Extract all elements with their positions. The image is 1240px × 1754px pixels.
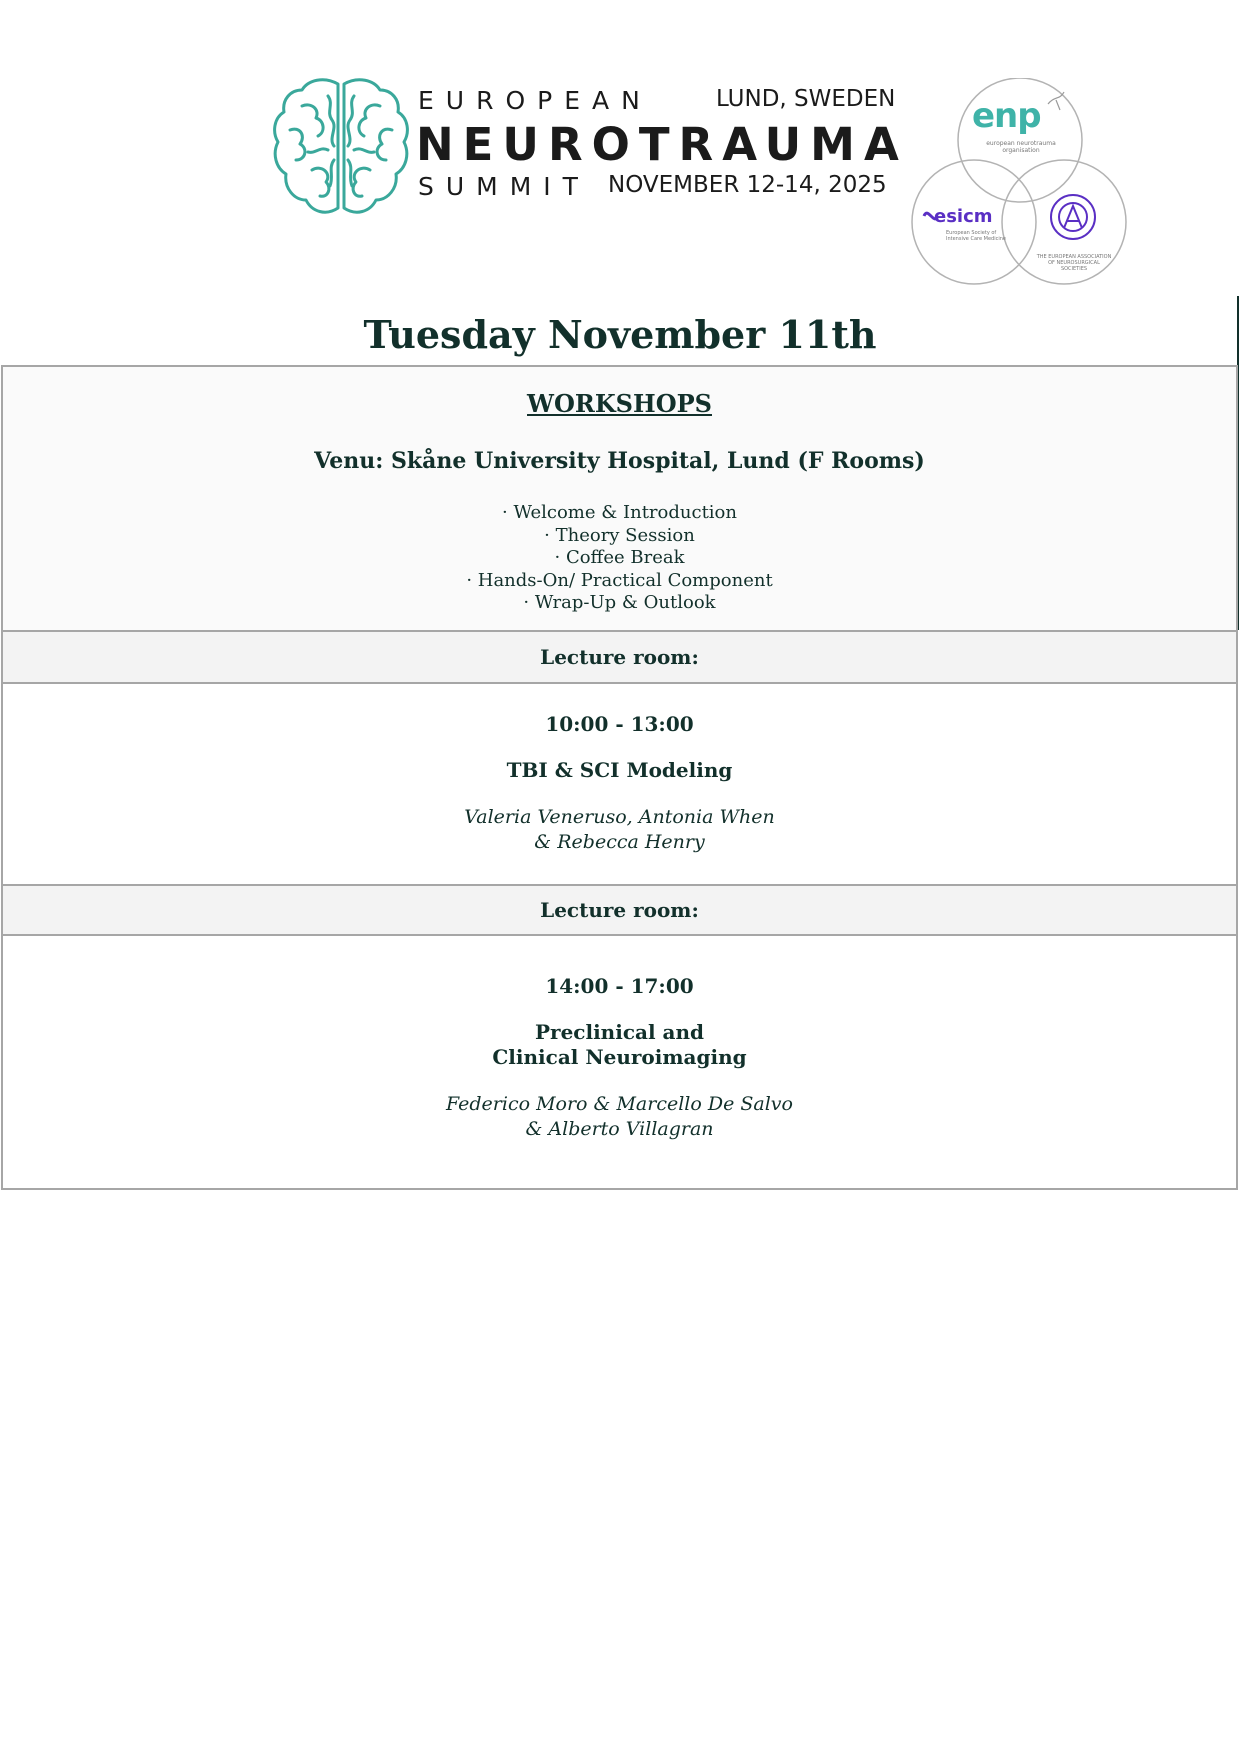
session-time: 10:00 - 13:00 [545,712,694,736]
workshops-venue: Venu: Skåne University Hospital, Lund (F Rooms) [314,448,925,474]
agenda-item: · Wrap-Up & Outlook [523,592,716,613]
brain-logo-icon [272,76,410,222]
speaker-line: & Rebecca Henry [534,831,705,853]
workshops-panel [1,365,1238,632]
day-title: Tuesday November 11th [363,312,877,357]
esicm-logo-text: esicm [934,206,993,227]
summit-title-neurotrauma: NEUROTRAUMA [416,118,908,171]
session-time: 14:00 - 17:00 [545,974,694,998]
summit-location: LUND, SWEDEN [716,86,896,112]
session-card [1,682,1238,887]
session-title [3,1020,1236,1070]
session-room-bar: Lecture room: [1,630,1238,684]
agenda-item: · Coffee Break [554,547,685,568]
speaker-line: & Alberto Villagran [525,1118,714,1140]
speaker-line: Federico Moro & Marcello De Salvo [446,1093,793,1115]
session-speakers [3,805,1236,855]
session-card [1,934,1238,1190]
speaker-line: Valeria Veneruso, Antonia When [464,806,775,828]
session-title-line: Preclinical and [535,1020,704,1044]
summit-title-summit: SUMMIT [418,172,590,201]
summit-dates: NOVEMBER 12-14, 2025 [608,172,887,198]
session-title [3,758,1236,783]
workshops-agenda [3,502,1236,615]
session-room-bar: Lecture room: [1,884,1238,936]
agenda-item: · Hands-On/ Practical Component [466,569,773,591]
session-title-line: Clinical Neuroimaging [492,1045,747,1069]
summit-header [0,0,1240,300]
workshops-heading: WORKSHOPS [527,389,712,418]
summit-title-european: EUROPEAN [418,86,652,115]
session-speakers [3,1092,1236,1142]
eans-logo-subtitle: THE EUROPEAN ASSOCIATION OF NEUROSURGICAL SOCIETIES [1036,254,1112,272]
enp-logo-subtitle: european neurotrauma organisation [986,140,1056,154]
session-title-line: TBI & SCI Modeling [506,758,733,782]
agenda-item: · Theory Session [544,524,695,546]
esicm-logo-subtitle: European Society of Intensive Care Medicine [946,230,1006,242]
agenda-item: · Welcome & Introduction [502,502,737,523]
partner-logos [908,78,1130,290]
enp-logo-text: enp [972,96,1041,136]
